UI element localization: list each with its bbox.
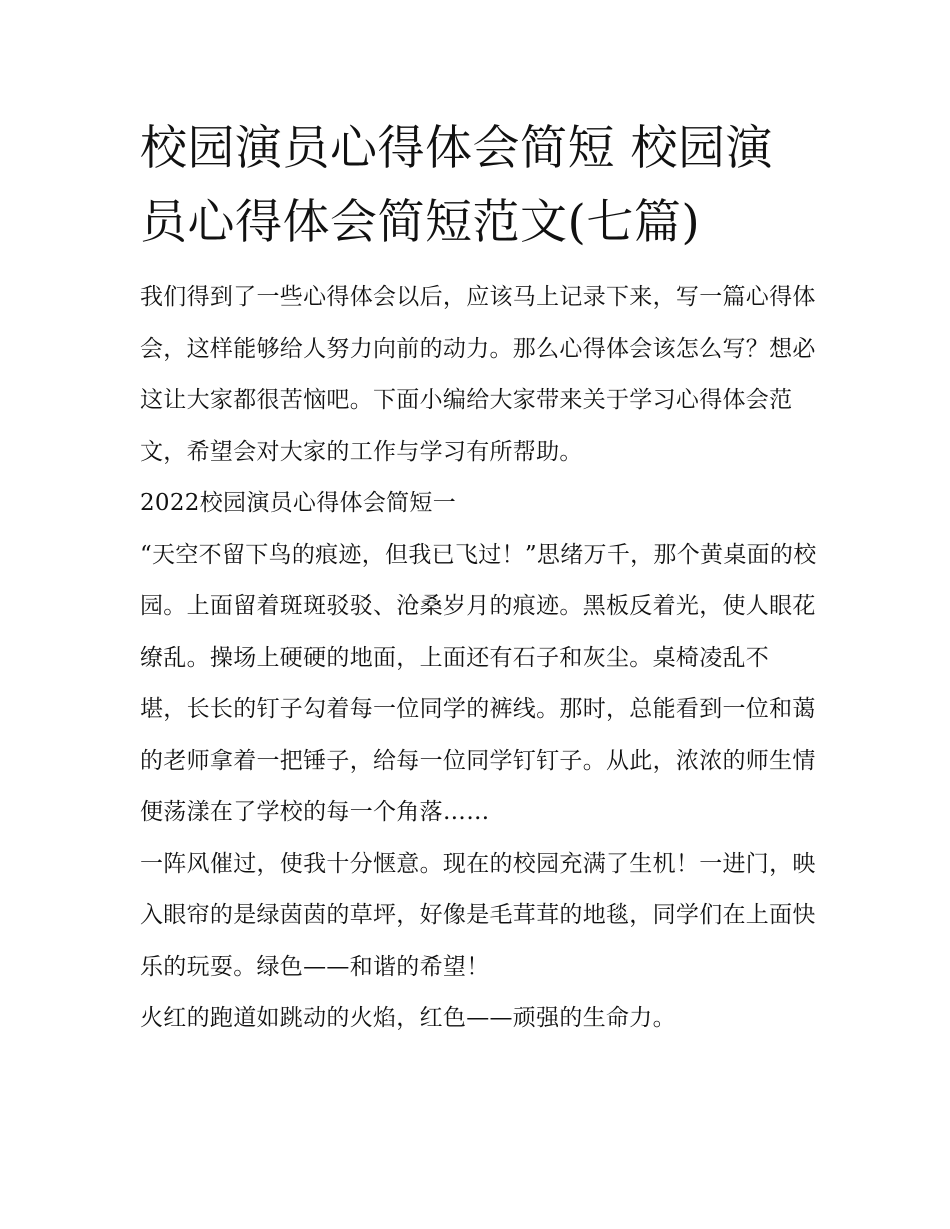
body-paragraph: 火红的跑道如跳动的火焰，红色——顽强的生命力。 bbox=[140, 1005, 676, 1031]
intro-paragraph: 我们得到了一些心得体会以后，应该马上记录下来，写一篇心得体会，这样能够给人努力向前的动力。那么心得体会该怎么写？想必这让大家都很苦恼吧。下面小编给大家带来关于学习心得体会范文，希望会对大家的工作与学习有所帮助。 bbox=[140, 284, 816, 465]
document-title: 校园演员心得体会简短 校园演员心得体会简短范文(七篇) bbox=[140, 121, 773, 250]
document-page bbox=[140, 112, 820, 1045]
body-paragraph: “天空不留下鸟的痕迹，但我已飞过！”思绪万千，那个黄桌面的校园。上面留着斑斑驳驳、沧桑岁月的痕迹。黑板反着光，使人眼花缭乱。操场上硬硬的地面，上面还有石子和灰尘。桌椅凌乱不 bbox=[140, 541, 817, 671]
section-heading: 2022校园演员心得体会简短一 bbox=[140, 490, 457, 516]
document-body bbox=[140, 272, 820, 1045]
body-paragraph: 一阵风催过，使我十分惬意。现在的校园充满了生机！一进门，映入眼帘的是绿茵茵的草坪，好像是毛茸茸的地毯，同学们在上面快乐的玩耍。绿色——和谐的希望！ bbox=[140, 850, 816, 980]
body-paragraph: 堪，长长的钉子勾着每一位同学的裤线。那时，总能看到一位和蔼的老师拿着一把锤子，给每一位同学钉钉子。从此，浓浓的师生情便荡漾在了学校的每一个角落…… bbox=[140, 696, 816, 825]
